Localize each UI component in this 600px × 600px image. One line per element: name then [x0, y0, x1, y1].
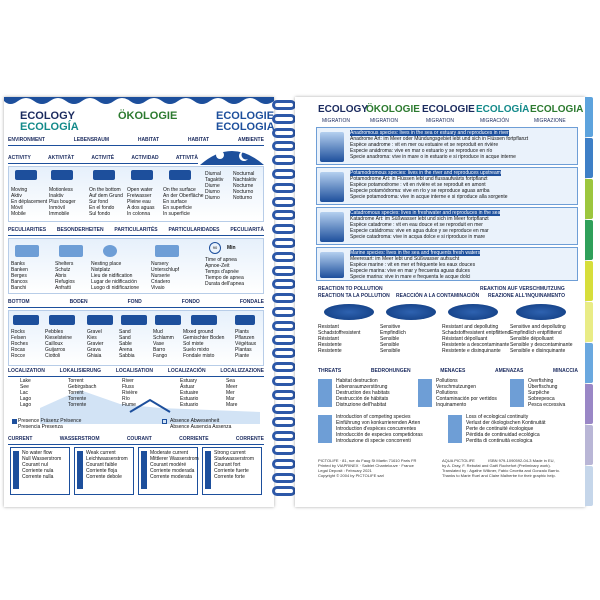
mud-icon [155, 315, 181, 325]
current-weak-text: Weak current Leichtwasserstrom Courant faible Corriente floja Corrente debole [86, 450, 128, 480]
catadromous-title: Catadromous species: lives in freshwater and reproduces in the sea [350, 210, 501, 216]
localization-it: LOCALIZZAZIONE [220, 368, 264, 374]
bottom-panel [8, 310, 264, 366]
bottom-mixed: Mixed ground Gemischter Boden Sol mixte Suelo mixto Fondale misto [183, 329, 225, 359]
peculiarities-de: BESONDERHEITEN [56, 227, 104, 233]
activity-fr: ACTIVITÉ [91, 155, 115, 161]
spiral-ring [272, 321, 296, 331]
anadromous-icon [320, 132, 344, 162]
rp-title-es: ECOLOGÍA [476, 104, 530, 115]
spiral-ring [272, 445, 296, 455]
pollution-header-fr: REACTION TA LA POLLUTION [318, 293, 390, 299]
current-moderate-text: Moderate current Mittlerer Wasserstrom Courant modéré Corriente moderada Corrente moderata [150, 450, 199, 480]
index-tab[interactable] [585, 425, 593, 465]
pollution-header-en: REACTION TO POLLUTION [318, 286, 383, 292]
overfishing-icon [510, 379, 524, 407]
threats-de: BEDROHUNGEN [370, 368, 411, 374]
credits-right: AQUA PICTOLIFE ISBN 979-1090592-04-3 Made in EU, by A. Dray, F. Rebufat and Gaël Rochefort (Preliminary work). Translated by : Agathe Wilkner, Fabio Cecetta and Gonzalo Barrio. Thanks to Marie Ruel and Claire Malherbe for their graphic help. [442, 458, 560, 478]
sand-icon [121, 315, 147, 325]
pollution-sensitive [380, 304, 442, 354]
activity-nocturnal: Nocturnal Nachtaktiv Nocturne Nocturno Notturno [233, 171, 257, 201]
index-tab[interactable] [585, 179, 593, 219]
threats-it: MINACCIA [552, 368, 578, 374]
apnea-timer-icon: 90 [209, 242, 221, 254]
bottom-en: BOTTOM [8, 299, 30, 305]
strong-flow-icon [205, 451, 211, 489]
competing-species-text: Introduction of competing species Einführung von konkurrierenden Arten Introduction d'espèces concurrentes Introducción de especies competidoras Introduzione di specie concorrenti [336, 414, 423, 444]
spiral-ring [272, 431, 296, 441]
bottom-header [8, 299, 264, 308]
spiral-ring [272, 183, 296, 193]
bottom-pebbles: Pebbles Kieselsteine Cailloux Guijarros Ciottoli [45, 329, 72, 359]
current-fr: COURANT [126, 436, 152, 442]
current-en: CURRENT [8, 436, 33, 442]
migration-catadromous [316, 207, 578, 245]
spiral-ring [272, 307, 296, 317]
migration-marine [316, 247, 578, 281]
bottom-rocks: Rocks Felsen Roches Rocas Rocce [11, 329, 28, 359]
no-flow-icon [13, 451, 19, 489]
marine-title: Marine species: lives in the sea and frequents fresh waters [350, 250, 481, 256]
current-none [10, 447, 70, 495]
peculiarities-es: PARTICULARIDADES [168, 227, 220, 233]
bottom-es: FONDO [181, 299, 200, 305]
anadromous-desc: Anadrome Art: im Meer oder Mündungsgebiet lebt und sich in Flüssen fortpflanzt Espèce anadrome : vit en mer ou estuaire et se reproduit en rivière Especie anádroma: vive en mar o estuario y se reproduce en río Specie anadroma: vive in mare o in estuario e si riproduce in acque interne [350, 136, 529, 160]
surface-icon [169, 170, 191, 180]
threats-fr: MENACES [440, 368, 466, 374]
peculiarities-header [8, 227, 264, 236]
pollution-header-de: REAKTION AUF VERSCHMUTZUNG [480, 286, 565, 292]
activity-diurnal: Diurnal Tagaktiv Diurne Diurno Diurno [205, 171, 224, 201]
moderate-flow-icon [141, 451, 147, 489]
localization-fr: LOCALISATION [115, 368, 153, 374]
nursery-icon [155, 245, 179, 257]
current-es: CORRIENTE [179, 436, 209, 442]
activity-bottom: On the bottom Auf dem Grund Sur fond En el fondo Sul fondo [89, 187, 123, 217]
activity-surface: On the surface An der Oberfläche En surface En superficie In superficie [163, 187, 204, 217]
banks-icon [15, 245, 39, 257]
catadromous-icon [320, 212, 344, 242]
current-it: CORRENTE [235, 436, 264, 442]
localization-header [8, 368, 264, 377]
day-night-icon [198, 143, 266, 165]
overfishing-text: Overfishing Überfischung Surpêche Sobrepesca Pesca eccessiva [528, 378, 566, 408]
spiral-ring [272, 293, 296, 303]
current-weak [74, 447, 134, 495]
habitat-destruction-text: Habitat destruction Lebensraumzerstörung Destruction des habitats Destrucción de hábitats Distruzione dell'habitat [336, 378, 390, 408]
catadromous-desc: Katadrome Art: im Süßwasser lebt und sich im Meer fortpflanzt Espèce catadrome : vit en eau douce et se reproduit en mer Especie catádroma: vive en agua dulce y se reproduce en mar Specie catadroma: vive in acqua dolce e si riproduce in mare [350, 216, 489, 240]
resistant-depolluting-text: Resistant and depolluting Schadstoffresistent entpflittend Résistant dépolluant Resistente a descontaminante Resistente e disinquinante [442, 324, 511, 354]
marine-desc: Meeresart: im Meer lebt und Süßwasser aufsucht Espèce marine : vit en mer et fréquente les eaux douces Especie marina: vive en mar y frecuenta aguas dulces Specie marina: vive in mare e frequenta le acque dolci [350, 256, 476, 280]
migration-anadromous [316, 127, 578, 165]
motionless-icon [51, 170, 73, 180]
pollution-header-it: REAZIONE ALL'INQUINAMENTO [488, 293, 566, 299]
open-water-icon [131, 170, 153, 180]
sensitive-icon [386, 304, 436, 320]
potamodromous-text [350, 170, 508, 200]
color-tabs [585, 97, 593, 507]
spiral-ring [272, 279, 296, 289]
environment-it: AMBIENTE [237, 137, 264, 143]
migration-es: MIGRACIÓN [480, 118, 509, 124]
localization-es: LOCALIZACIÓN [167, 368, 206, 374]
loc-sea: Sea Meer Mer Mar Mare [226, 378, 238, 408]
rp-title-fr: ECOLOGIE [422, 104, 475, 115]
marine-text [350, 250, 480, 280]
continuity-loss-text: Loss of ecological continuity Verlust der ökologischen Kontinuität Perte de continuité écologique Pérdida de continuidad ecológica Perdita di continuità ecologica [466, 414, 546, 444]
migration-en: MIGRATION [322, 118, 350, 124]
spiral-ring [272, 486, 296, 496]
environment-es: HABITAT [187, 137, 210, 143]
index-tab[interactable] [585, 343, 593, 383]
threats-header [318, 368, 578, 374]
spiral-ring [272, 459, 296, 469]
activity-motionless: Motionless Inaktiv Plus bouger Inmóvil Immobile [49, 187, 76, 217]
apnea-unit: Min [227, 245, 236, 251]
spiral-ring [272, 252, 296, 262]
spiral-ring [272, 169, 296, 179]
peculiarities-panel [8, 238, 264, 294]
spiral-ring [272, 210, 296, 220]
threat-habitat [318, 377, 414, 411]
rp-title-de: ÖKOLOGIE [366, 104, 420, 115]
activity-moving: Moving Aktiv En déplacement Móvil Mobile [11, 187, 48, 217]
loc-lake: Lake See Lac Lago Lago [20, 378, 32, 408]
environment-de: LEBENSRAUM [73, 137, 110, 143]
habitat-destruction-icon [318, 379, 332, 407]
mixed-ground-icon [191, 315, 217, 325]
threats-en: THREATS [318, 368, 342, 374]
activity-panel [8, 166, 264, 222]
spiral-ring [272, 128, 296, 138]
current-de: WASSERSTROM [59, 436, 100, 442]
spiral-ring [272, 238, 296, 248]
pollution-resistant-depolluting [442, 304, 511, 354]
absence-swatch [162, 419, 167, 424]
peculiarities-fr: PARTICULARITÉS [114, 227, 158, 233]
bottom-mud: Mud Schlamm Vase Barro Fango [153, 329, 174, 359]
bottom-icon [93, 170, 115, 180]
peculiarity-shelters: Shelters Schutz Abris Refugios Anfratti [55, 261, 75, 291]
competing-species-icon [318, 415, 332, 443]
peculiarity-nesting: Nesting place Nistplatz Lieu de nidification Lugar de nidificación Luogo di nidificazione [91, 261, 140, 291]
pollution-sensitive-depolluting [510, 304, 572, 354]
bottom-de: BODEN [69, 299, 88, 305]
activity-en: ACTIVITY [8, 155, 31, 161]
activity-open-water: Open water Freiwasser Pleine eau A dos aguas In colonna [127, 187, 155, 217]
index-tab[interactable] [585, 220, 593, 260]
current-strong [202, 447, 262, 495]
index-tab[interactable] [585, 261, 593, 301]
spiral-ring [272, 100, 296, 110]
potamodromous-title: Potamodromous species: lives in the river and reproduces upstream [350, 170, 501, 176]
resistant-text: Resistant Schadstoffresistent Résistant Resistente Resistente [318, 324, 361, 354]
title-it: ECOLOGIA [216, 121, 275, 133]
title-es: ECOLOGÍA [20, 121, 79, 133]
activity-de: AKTIVITÄT [48, 155, 75, 161]
peculiarities-en: PECULIARITIES [8, 227, 47, 233]
bottom-gravel: Gravel Kies Gravier Grava Ghiaia [87, 329, 104, 359]
loc-estuary: Estuary Ästuar Estuaire Estuario Estuario [180, 378, 199, 408]
activity-it: ATTIVITÀ [175, 155, 198, 161]
catadromous-text [350, 210, 500, 240]
index-tab[interactable] [585, 97, 593, 137]
localization-de: LOKALISIERUNG [59, 368, 102, 374]
index-tab[interactable] [585, 466, 593, 506]
migration-de: MIGRATION [370, 118, 398, 124]
sensitive-text: Sensitive Empfindlich Sensible Sensible Sensibile [380, 324, 406, 354]
marine-icon [320, 252, 344, 278]
threat-competing-species [318, 413, 446, 447]
rp-title-en: ECOLOGY [318, 104, 369, 115]
current-header [8, 436, 264, 445]
spiral-ring [272, 114, 296, 124]
peculiarity-nursery: Nursery Unterschlupf Nurserie Criadero Vivaio [151, 261, 180, 291]
pollution-resistant [318, 304, 380, 354]
credits-left: PICTOLIFE · 81, rue du Faug St Martin 71610 Paris FR Printed by VIAPRINEX · Saiblet Chantelouve · France Legal Deposit : February 2021 Copyright © 2004 by PICTOLIFE sarl [318, 458, 417, 478]
absence-legend: Absence Abwesenheit Absence Ausencia Assenza [170, 418, 232, 430]
title-fr: ECOLOGIE [216, 110, 275, 122]
spiral-ring [272, 197, 296, 207]
spiral-ring [272, 224, 296, 234]
migration-fr: MIGRATION [426, 118, 454, 124]
threat-overfishing [510, 377, 578, 411]
plants-icon [235, 315, 255, 325]
pollution-header-es: REACCIÓN A LA CONTAMINACIÓN [396, 293, 480, 299]
threats-es: AMENAZAS [494, 368, 524, 374]
resistant-depolluting-icon [448, 304, 498, 320]
sensitive-depolluting-icon [516, 304, 566, 320]
spiral-ring [272, 376, 296, 386]
index-tab[interactable] [585, 138, 593, 178]
pollution-icon [418, 379, 432, 407]
gravel-icon [87, 315, 113, 325]
title-en: ECOLOGY [20, 110, 76, 122]
resistant-icon [324, 304, 374, 320]
pollution-text: Pollutions Verschmutzungen Pollutions Contaminación por vertidos Inquinamento [436, 378, 497, 408]
localization-en: LOCALIZATION [8, 368, 45, 374]
pebbles-icon [49, 315, 75, 325]
spiral-ring [272, 348, 296, 358]
rocks-icon [13, 315, 39, 325]
activity-es: ACTIVIDAD [131, 155, 159, 161]
index-tab[interactable] [585, 384, 593, 424]
continuity-loss-icon [448, 415, 462, 443]
moving-icon [15, 170, 37, 180]
bottom-sand: Sand Sand Sable Arena Sabbia [119, 329, 135, 359]
presence-legend: Presence Präsenz Présence Presencia Presenza [18, 418, 82, 430]
wave-decoration [4, 97, 274, 107]
index-tab[interactable] [585, 302, 593, 342]
potamodromous-icon [320, 172, 344, 202]
title-de: ÖKOLOGIE [118, 110, 178, 122]
rp-title-it: ECOLOGIA [530, 104, 584, 115]
spiral-ring [272, 404, 296, 414]
current-moderate [138, 447, 198, 495]
spiral-ring [272, 335, 296, 345]
threat-continuity [448, 413, 578, 447]
activity-header [8, 155, 198, 164]
spiral-ring [272, 155, 296, 165]
anadromous-text [350, 130, 528, 160]
peculiarity-banks: Banks Banken Berges Bancos Banchi [11, 261, 28, 291]
nest-icon [103, 245, 117, 257]
shelter-icon [59, 245, 83, 257]
threat-pollution [418, 377, 506, 411]
current-strong-text: Strong current Starkwasserstrom Courant fort Corriente fuerte Corrente forte [214, 450, 255, 480]
peculiarity-apnea: Time of apnea Apnoe-Zeit Temps d'apnée Tiempo de apnea Durata dell'apnea [205, 257, 245, 287]
environment-fr: HABITAT [137, 137, 160, 143]
spiral-ring [272, 417, 296, 427]
loc-river: River Fluss Rivière Río Fiume [122, 378, 138, 408]
presence-swatch [12, 419, 17, 424]
spiral-ring [272, 141, 296, 151]
bottom-fr: FOND [127, 299, 142, 305]
current-none-text: No water flow Null Wasserstrom Courant nul Corriente nula Corrente nulla [22, 450, 62, 480]
spiral-ring [272, 390, 296, 400]
migration-potamodromous [316, 167, 578, 205]
bottom-plants: Plants Pflanzen Végétaux Plantas Piante [235, 329, 257, 359]
weak-flow-icon [77, 451, 83, 489]
spiral-ring [272, 362, 296, 372]
spiral-ring [272, 473, 296, 483]
environment-en: ENVIRONMENT [8, 137, 45, 143]
loc-torrent: Torrent Gebirgsbach Torrent Torrente Torrente [68, 378, 97, 408]
spiral-ring [272, 266, 296, 276]
peculiarities-it: PECULIARITÀ [230, 227, 264, 233]
migration-it: MIGRAZIONE [534, 118, 566, 124]
potamodromous-desc: Potamodrome Art: in Flüssen lebt und flussaufwärts fortpflanzt Espèce potamodrome : vit en rivière et se reproduit en amont Especie potamódroma: vive en río y se reproduce aguas arriba Specie potamodroma: vive in acque interne e si riproduce alla sorgente [350, 176, 508, 200]
anadromous-title: Anadromous species: lives in the sea or estuary and reproduces in river [350, 130, 509, 136]
bottom-it: FONDALE [239, 299, 264, 305]
sensitive-depolluting-text: Sensitive and depolluting Empfindlich entpflittend Sensible dépolluant Sensible y descontaminante Sensibile e disinquinante [510, 324, 573, 354]
